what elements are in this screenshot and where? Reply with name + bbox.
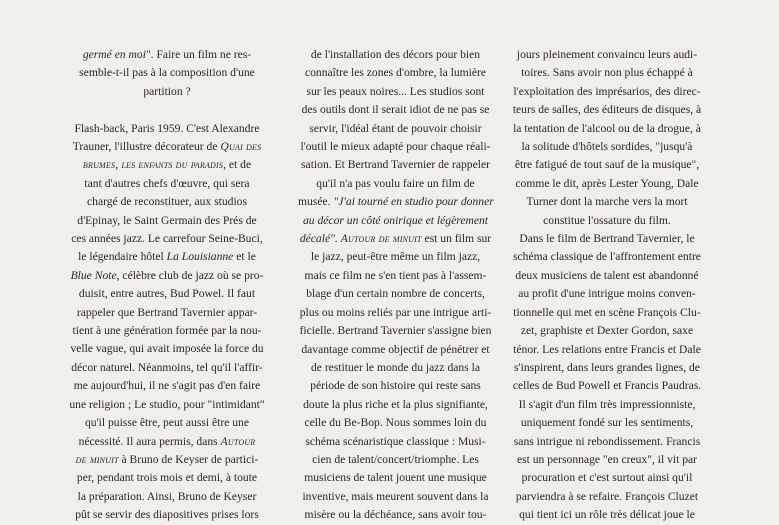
text-line <box>508 46 706 64</box>
text-line <box>508 156 706 174</box>
text-run: musiciens de talent jouent une musique <box>304 471 487 485</box>
text-run: nécessité. Il aura permis, dans <box>78 434 221 448</box>
text-line <box>298 212 493 230</box>
text-run: Il s'agit d'un film très impressionniste, <box>518 397 696 411</box>
text-line <box>298 341 493 359</box>
text-run: ténor. Les relations entre Francis et Dale <box>513 342 701 356</box>
text-line <box>508 304 706 322</box>
text-line <box>298 377 493 395</box>
text-line <box>508 212 706 230</box>
film-title-run: brumes, les enfants du paradis <box>82 158 224 172</box>
text-line <box>508 193 706 211</box>
text-line <box>508 138 706 156</box>
text-run: de restituer le monde du jazz dans la <box>310 360 480 374</box>
text-run: , célèbre club de jazz où se pro- <box>116 268 264 282</box>
text-line <box>508 101 706 119</box>
text-run: , et de <box>223 158 252 172</box>
text-line <box>298 64 493 82</box>
italic-run: décalé". <box>299 232 341 246</box>
text-run: parviendra à se refaire. François Cluzet <box>515 489 699 503</box>
text-line <box>60 156 274 174</box>
text-run: une religion ; Le studio, pour "intimidant" <box>69 397 265 411</box>
text-run: duisit, entre autres, Bud Powel. Il faut <box>78 287 256 301</box>
text-run: semble-t-il pas à la composition d'une <box>79 66 255 80</box>
text-line <box>298 46 493 64</box>
text-line <box>298 156 493 174</box>
film-title-run: Quai des <box>220 140 262 154</box>
film-title-run: Autour <box>220 434 256 448</box>
text-run: est un film sur <box>421 232 492 246</box>
text-run: des outils dont il serait idiot de ne pas se <box>301 103 490 117</box>
text-run: musée. <box>298 195 334 209</box>
text-run: qu'il n'a pas voulu faire un film de <box>316 176 475 190</box>
text-run: zet, graphiste et Dexter Gordon, saxe <box>520 324 694 338</box>
text-run: constitue l'ossature du film. <box>543 213 671 227</box>
text-run: être fatigué de tout sauf de la musique", <box>514 158 700 172</box>
text-run: schéma scénaristique classique : Musi- <box>305 434 486 448</box>
text-run: teurs de salles, des éditeurs de disques, à <box>512 103 702 117</box>
text-line <box>60 230 274 248</box>
text-run: décor naturel. Néanmoins, tel qu'il l'affir- <box>71 360 263 374</box>
text-run: la tentation de l'alcool ou de la drogue, à <box>513 121 701 135</box>
text-run: le légendaire hôtel <box>78 250 167 264</box>
text-line <box>298 175 493 193</box>
text-line <box>60 469 274 487</box>
text-run: qu'il puisse être, peut aussi être une <box>84 416 250 430</box>
text-run: Dans le film de Bertrand Tavernier, le <box>519 232 695 246</box>
text-run: l'outil le mieux adapté pour chaque réali- <box>300 140 491 154</box>
italic-run: Blue Note <box>70 268 117 282</box>
text-line <box>508 267 706 285</box>
text-run: me aujourd'hui, il ne s'agit pas d'en faire <box>73 379 261 393</box>
text-line <box>508 64 706 82</box>
text-run: connaître les zones d'ombre, la lumière <box>304 66 487 80</box>
text-line <box>60 212 274 230</box>
text-run: ces années jazz. Le carrefour Seine-Buci, <box>71 232 263 246</box>
text-run: mais ce film ne s'en tient pas à l'assem- <box>304 268 487 282</box>
text-run: tient à une génération formée par la nou- <box>72 324 262 338</box>
text-line <box>298 488 493 506</box>
text-line <box>508 341 706 359</box>
text-line <box>60 488 274 506</box>
text-run: l'exploitation des imprésarios, des direc- <box>513 84 701 98</box>
text-run: velle vague, qui avait imposée la force du <box>70 342 264 356</box>
text-run: sur les peaux noires... Les studios sont <box>306 84 485 98</box>
text-line <box>60 64 274 82</box>
text-line <box>508 120 706 138</box>
text-run: de l'installation des décors pour bien <box>310 48 481 61</box>
text-line <box>298 396 493 414</box>
text-column-middle <box>298 46 493 525</box>
text-line <box>508 488 706 506</box>
text-line <box>60 46 274 64</box>
text-line <box>508 506 706 524</box>
text-line <box>60 506 274 524</box>
italic-run: "J'ai tourné en studio pour donner <box>333 195 494 209</box>
text-line <box>508 433 706 451</box>
text-run: est un personnage "en creux", il vit par <box>516 452 698 466</box>
text-line <box>298 101 493 119</box>
text-column-right <box>508 46 706 525</box>
text-line <box>508 248 706 266</box>
text-line <box>508 230 706 248</box>
text-run: tant d'autres chefs d'œuvre, qui sera <box>84 176 250 190</box>
text-run: et le <box>233 250 256 264</box>
text-run: Flash-back, Paris 1959. C'est Alexandre <box>74 121 260 135</box>
text-run: toires. Sans avoir non plus échappé à <box>521 66 693 80</box>
text-run: à Bruno de Keyser de partici- <box>118 452 259 466</box>
text-run: procuration et c'est surtout ainsi qu'il <box>521 471 693 485</box>
text-line <box>60 433 274 451</box>
text-run: partition ? <box>143 84 191 98</box>
text-line <box>298 230 493 248</box>
text-line <box>298 83 493 101</box>
text-column-left <box>60 46 274 525</box>
text-line <box>60 267 274 285</box>
text-line <box>298 414 493 432</box>
text-line <box>60 120 274 138</box>
text-run: Trauner, l'illustre décorateur de <box>72 140 221 154</box>
text-line <box>298 451 493 469</box>
text-line <box>298 433 493 451</box>
text-run: davantage comme objectif de pénétrer et <box>301 342 490 356</box>
text-line <box>508 83 706 101</box>
text-line <box>298 359 493 377</box>
text-run: comme le dit, après Lester Young, Dale <box>515 176 699 190</box>
text-run: Turner dont la marche vers la mort <box>526 195 688 209</box>
text-run: au profit d'une intrigue moins conven- <box>518 287 696 301</box>
text-run: schéma classique de l'affrontement entre <box>513 250 701 264</box>
text-run: tionnelle qui met en scène François Clu- <box>513 305 701 319</box>
text-line <box>508 322 706 340</box>
text-line <box>298 285 493 303</box>
text-run: sation. Et Bertrand Tavernier de rappeler <box>301 158 490 172</box>
text-line <box>60 340 274 358</box>
text-run: ". Faire un film ne res- <box>145 48 252 61</box>
text-line <box>298 248 493 266</box>
text-run: per, pendant trois mois et demi, à toute <box>76 471 258 485</box>
text-run: le jazz, peut-être même un film jazz, <box>310 250 481 264</box>
text-line <box>60 451 274 469</box>
text-run: servir, l'idéal étant de pouvoir choisir <box>309 121 482 135</box>
text-line <box>298 120 493 138</box>
italic-run: germé en moi <box>82 48 146 61</box>
italic-run: La Louisianne <box>166 250 234 264</box>
text-line <box>60 396 274 414</box>
text-line <box>60 175 274 193</box>
text-line <box>60 138 274 156</box>
text-line <box>508 469 706 487</box>
text-run: inventive, mais meurent souvent dans la <box>302 489 489 503</box>
text-line <box>60 322 274 340</box>
text-run: blage d'un certain nombre de concerts, <box>306 287 485 301</box>
text-run: misère ou la déchéance, sans avoir tou- <box>304 508 487 522</box>
text-line <box>508 414 706 432</box>
text-line <box>508 451 706 469</box>
text-run: ficielle. Bertrand Tavernier s'assigne bien <box>299 324 492 338</box>
text-run: deux musiciens de talent est abandonné <box>515 268 699 282</box>
paragraph-break <box>60 101 274 119</box>
film-title-run: de minuit <box>75 452 119 466</box>
text-line <box>60 304 274 322</box>
text-line <box>508 285 706 303</box>
text-line <box>60 285 274 303</box>
text-run: rappeler que Bertrand Tavernier appar- <box>76 305 258 319</box>
text-line <box>298 469 493 487</box>
text-line <box>508 396 706 414</box>
text-run: d'Epinay, le Saint Germain des Prés de <box>77 213 257 227</box>
text-line <box>508 175 706 193</box>
text-line <box>60 83 274 101</box>
text-run: la préparation. Ainsi, Bruno de Keyser <box>77 489 257 503</box>
text-run: uniquement fondé sur les sentiments, <box>520 416 694 430</box>
text-line <box>60 248 274 266</box>
text-run: qui tient ici un rôle très délicat joue le <box>519 508 695 522</box>
text-line <box>298 193 493 211</box>
text-line <box>60 193 274 211</box>
text-run: celles de Bud Powell et Francis Paudras. <box>512 379 702 393</box>
text-run: doute la plus riche et la plus signifiante, <box>303 397 488 411</box>
text-run: plus ou moins reliés par une intrigue arti- <box>299 305 492 319</box>
text-run: sans intrigue ni rebondissement. Francis <box>513 434 701 448</box>
text-run: chargé de reconstituer, aux studios <box>87 195 247 209</box>
text-line <box>298 304 493 322</box>
text-line <box>298 506 493 524</box>
text-run: pût se servir des diapositives prises lors <box>75 508 259 522</box>
text-line <box>508 377 706 395</box>
text-line <box>60 359 274 377</box>
text-line <box>298 267 493 285</box>
text-line <box>298 138 493 156</box>
text-run: celle du Be-Bop. Nous sommes loin du <box>304 416 487 430</box>
text-line <box>60 377 274 395</box>
text-run: la solitude d'hôtels sordides, "jusqu'à <box>521 140 693 154</box>
text-run: cien de talent/concert/triomphe. Les <box>312 452 479 466</box>
text-line <box>508 359 706 377</box>
text-run: période de son histoire qui reste sans <box>310 379 481 393</box>
text-run: s'inspirent, dans leurs grandes lignes, de <box>514 360 700 374</box>
text-line <box>60 414 274 432</box>
italic-run: au décor un côté onirique et légèrement <box>302 213 488 227</box>
text-line <box>298 322 493 340</box>
film-title-run: Autour de minuit <box>340 232 422 246</box>
text-run: jours pleinement convaincu leurs audi- <box>516 48 698 61</box>
